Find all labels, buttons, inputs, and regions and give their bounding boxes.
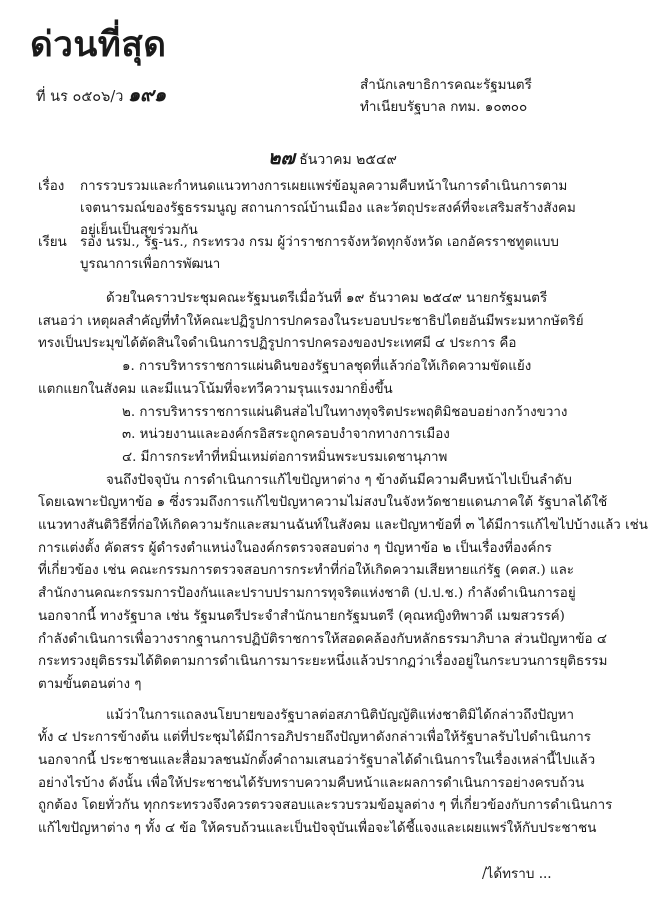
document-number-handwritten: ๑๙๑ [128, 84, 167, 106]
body-line: อย่างไรบ้าง ดังนั้น เพื่อให้ประชาชนได้รับทราบความคืบหน้าและผลการดำเนินการอย่างครบถ้วน [38, 775, 585, 791]
body-line: นอกจากนี้ ประชาชนและสื่อมวลชนมักตั้งคำถามเสนอว่ารัฐบาลได้ดำเนินการในเรื่องเหล่านี้ไปแล้ว [38, 753, 596, 769]
body-line: ทั้ง ๔ ประการข้างต้น แต่ที่ประชุมได้มีการอภิปรายถึงปัญหาดังกล่าวเพื่อให้รัฐบาลรับไปดำเนินการ [38, 730, 591, 746]
body-line: ถูกต้อง โดยทั่วกัน ทุกกระทรวงจึงควรตรวจสอบและรวบรวมข้อมูลต่าง ๆ ที่เกี่ยวข้องกับการดำเนินการ [38, 798, 613, 814]
body-line: การแต่งตั้ง คัดสรร ผู้ดำรงตำแหน่งในองค์กรตรวจสอบต่าง ๆ ปัญหาข้อ ๒ เป็นเรื่องที่องค์กร [38, 540, 552, 556]
document-number [36, 80, 166, 110]
body-line: ทรงเป็นประมุขได้ตัดสินใจดำเนินการปฏิรูปการปกครองของประเทศมี ๔ ประการ คือ [38, 336, 517, 352]
body-line: ที่เกี่ยวข้อง เช่น คณะกรรมการตรวจสอบการกระทำที่ก่อให้เกิดความเสียหายแก่รัฐ (คตส.) และ [38, 563, 575, 579]
recipient-text [80, 232, 590, 276]
recipient-line: บูรณาการเพื่อการพัฒนา [80, 257, 221, 272]
sender-location: ทำเนียบรัฐบาล กทม. ๑๐๓๐๐ [360, 99, 528, 115]
sender-address [360, 74, 532, 118]
body-line: โดยเฉพาะปัญหาข้อ ๑ ซึ่งรวมถึงการแก้ไขปัญหาความไม่สงบในจังหวัดชายแดนภาคใต้ รัฐบาลได้ใช้ [38, 495, 608, 511]
date-month-year: ธันวาคม ๒๕๔๙ [299, 152, 397, 168]
body-line: สำนักงานคณะกรรมการป้องกันและปราบปรามการทุจริตแห่งชาติ (ป.ป.ช.) กำลังดำเนินการอยู่ [38, 586, 576, 602]
body-line: ด้วยในคราวประชุมคณะรัฐมนตรีเมื่อวันที่ ๑๙ ธันวาคม ๒๕๔๙ นายกรัฐมนตรี [106, 291, 548, 306]
body-line: เสนอว่า เหตุผลสำคัญที่ทำให้คณะปฏิรูปการปกครองในระบอบประชาธิปไตยอันมีพระมหากษัตริย์ [38, 313, 584, 329]
subject-line: การรวบรวมและกำหนดแนวทางการเผยแพร่ข้อมูลความคืบหน้าในการดำเนินการตาม [80, 179, 568, 194]
recipient-line: รอง นรม., รัฐ-นร., กระทรวง กรม ผู้ว่าราชการจังหวัดทุกจังหวัด เอกอัครราชทูตแบบ [80, 235, 559, 250]
body-line: แนวทางสันติวิธีที่ก่อให้เกิดความรักและสมานฉันท์ในสังคม และปัญหาข้อที่ ๓ ได้มีการแก้ไขไปบ้างแล้ว เช่น [38, 518, 648, 534]
memo-body [38, 288, 648, 841]
body-line: ตามขั้นตอนต่าง ๆ [38, 676, 142, 692]
body-line: แก้ไขปัญหาต่าง ๆ ทั้ง ๔ ข้อ ให้ครบถ้วนและเป็นปัจจุบันเพื่อจะได้ชี้แจงและเผยแพร่ให้กับประชาชน [38, 821, 597, 837]
document-number-prefix: ที่ นร ๐๕๐๖/ว [36, 89, 124, 105]
list-item: ๓. หน่วยงานและองค์กรอิสระถูกครอบงำจากทางการเมือง [122, 427, 450, 443]
list-item: ๔. มีการกระทำที่หมิ่นเหม่ต่อการหมิ่นพระบรมเดชานุภาพ [122, 449, 448, 465]
body-line: จนถึงปัจจุบัน การดำเนินการแก้ไขปัญหาต่าง ๆ ข้างต้นมีความคืบหน้าไปเป็นลำดับ [106, 472, 572, 488]
body-line: กำลังดำเนินการเพื่อวางรากฐานการปฏิบัติราชการให้สอดคล้องกับหลักธรรมาภิบาล ส่วนปัญหาข้อ ๔ [38, 631, 607, 647]
body-line: แม้ว่าในการแถลงนโยบายของรัฐบาลต่อสภานิติบัญญัติแห่งชาติมิได้กล่าวถึงปัญหา [106, 707, 575, 723]
page-continuation: /ได้ทราบ ... [482, 866, 552, 882]
subject-line: อยู่เย็นเป็นสุขร่วมกัน [80, 223, 198, 238]
sender-office: สำนักเลขาธิการคณะรัฐมนตรี [360, 77, 532, 93]
recipient-block [38, 232, 598, 280]
body-line: แตกแยกในสังคม และมีแนวโน้มที่จะทวีความรุนแรงมากยิ่งขึ้น [38, 381, 393, 397]
date-day-handwritten: ๒๗ [268, 147, 295, 169]
recipient-label: เรียน [38, 235, 67, 250]
urgency-stamp: ด่วนที่สุด [30, 25, 167, 65]
document-date [268, 143, 397, 173]
body-line: กระทรวงยุติธรรมได้ติดตามการดำเนินการมาระยะหนึ่งแล้วปรากฏว่าเรื่องอยู่ในกระบวนการยุติธรรม [38, 654, 608, 670]
subject-line: เจตนารมณ์ของรัฐธรรมนูญ สถานการณ์บ้านเมือง และวัตถุประสงค์ที่จะเสริมสร้างสังคม [80, 201, 576, 216]
body-line: นอกจากนี้ ทางรัฐบาล เช่น รัฐมนตรีประจำสำนักนายกรัฐมนตรี (คุณหญิงทิพาวดี เมฆสวรรค์) [38, 608, 565, 624]
paragraph-gap [38, 697, 566, 705]
list-item: ๑. การบริหารราชการแผ่นดินของรัฐบาลชุดที่แล้วก่อให้เกิดความขัดแย้ง [122, 359, 532, 375]
list-item: ๒. การบริหารราชการแผ่นดินส่อไปในทางทุจริตประพฤติมิชอบอย่างกว้างขวาง [122, 404, 568, 420]
subject-label: เรื่อง [38, 179, 65, 194]
